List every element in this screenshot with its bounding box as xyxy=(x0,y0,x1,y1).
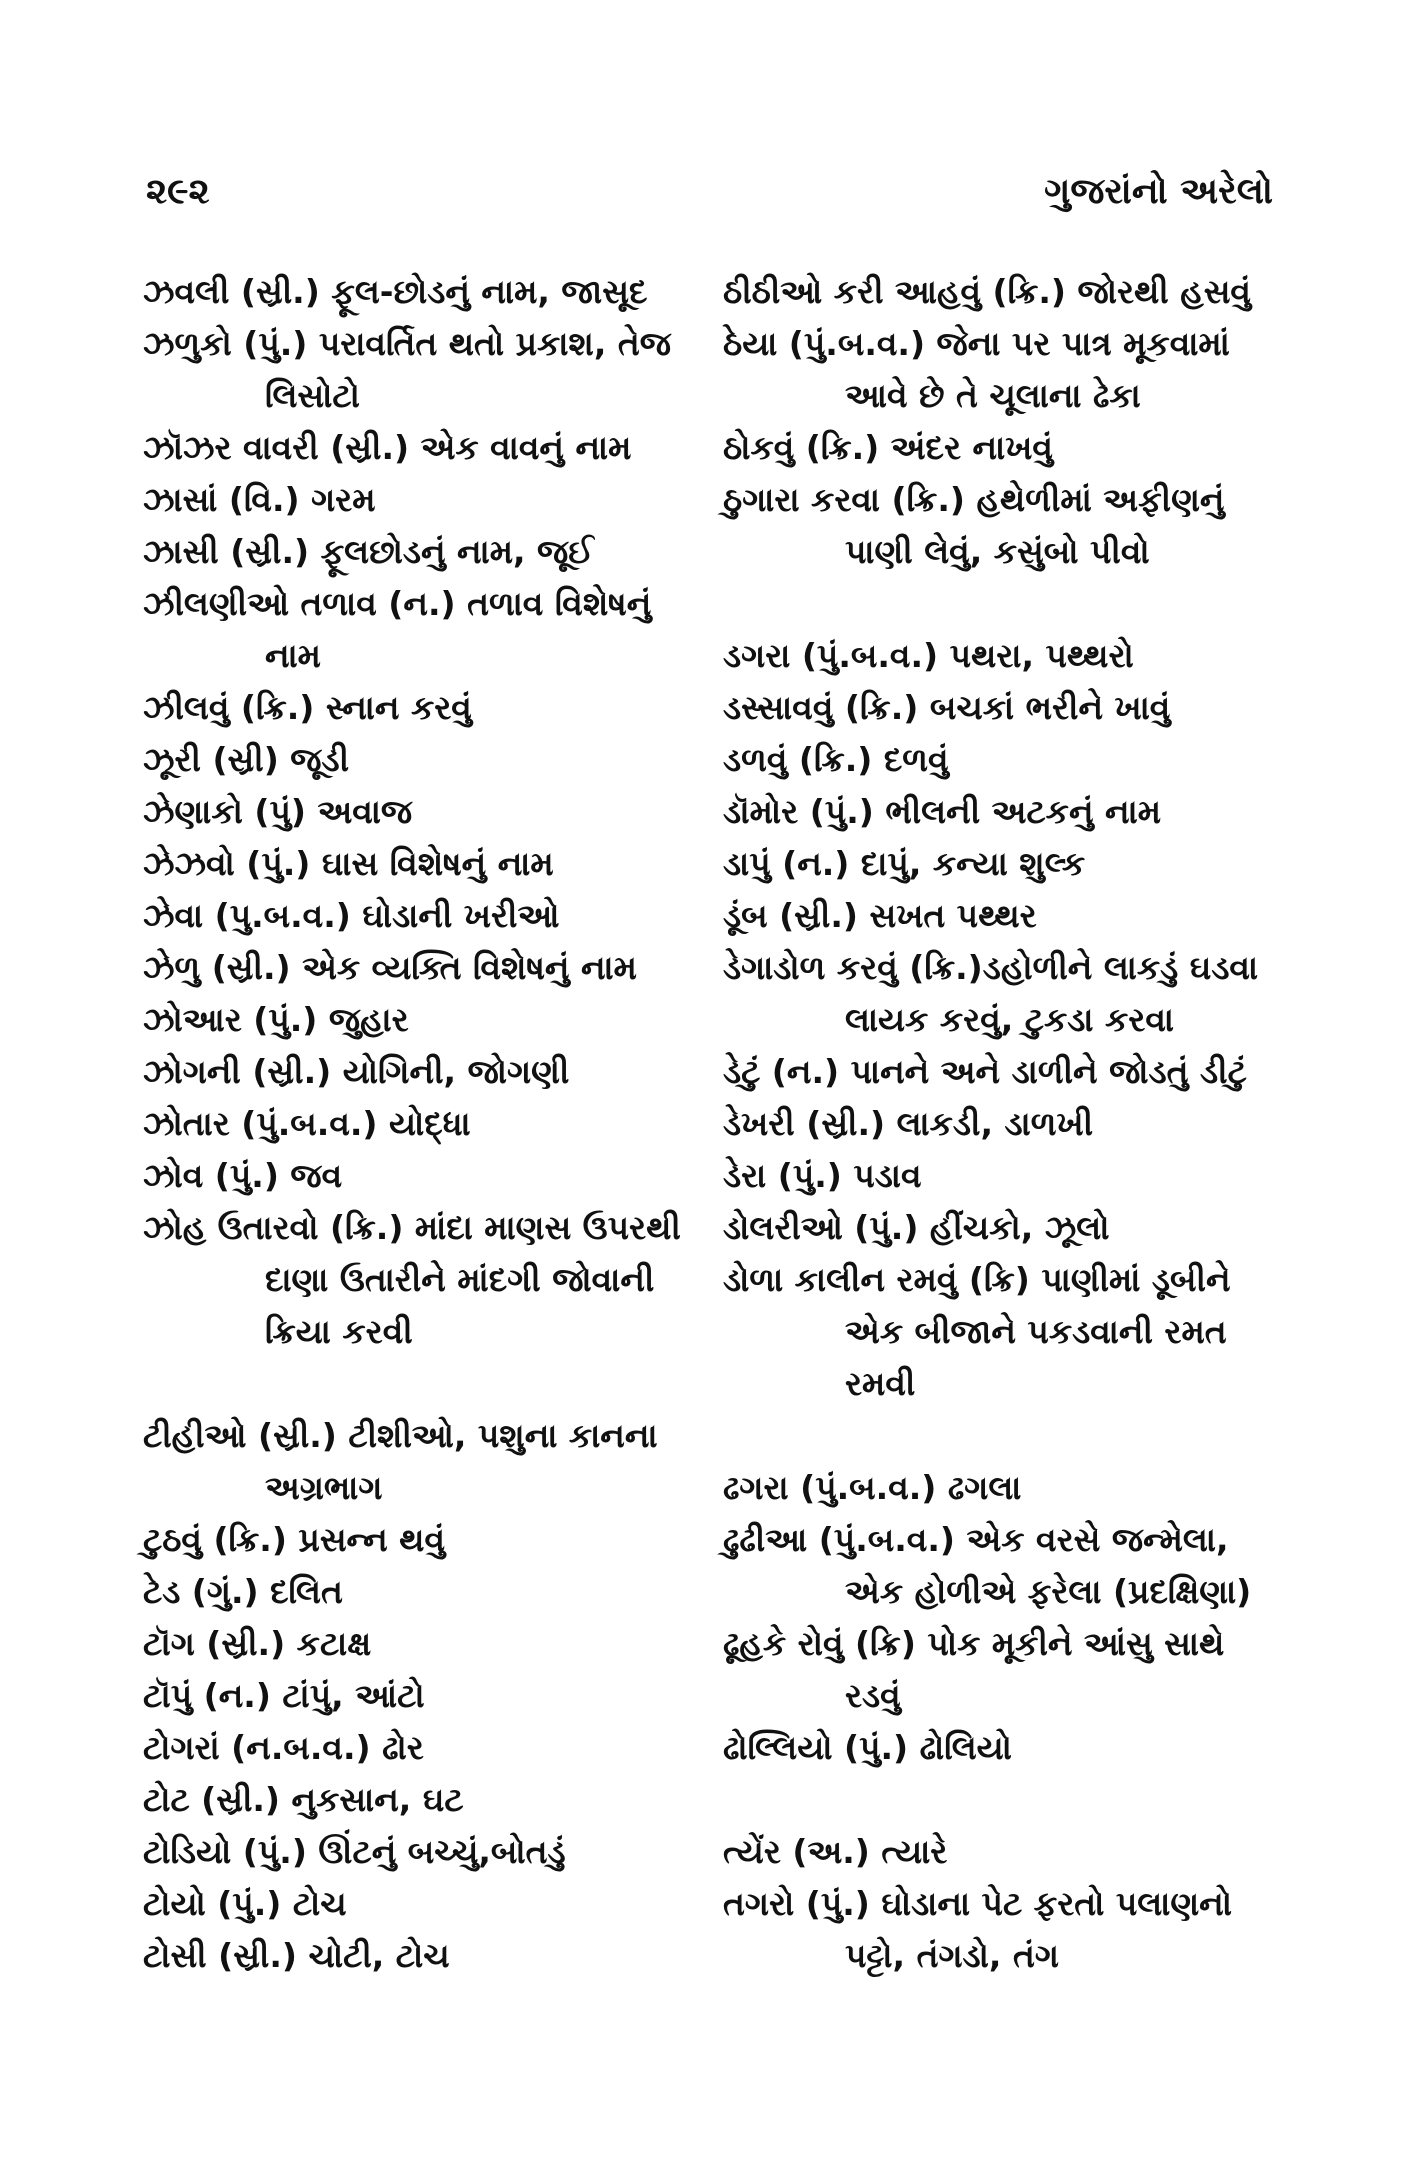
entry-continuation: પટ્ટો, તંગડો, તંગ xyxy=(845,1936,1059,1975)
dictionary-entry: તગરો (પું.) ઘોડાના પેટ ફરતો પલાણનો xyxy=(723,1884,1232,1923)
dictionary-entry: ટૉપું (ન.) ટાંપું, આંટો xyxy=(143,1676,425,1715)
entry-continuation: એક હોળીએ ફરેલા (પ્રદક્ષિણા) xyxy=(845,1572,1252,1611)
dictionary-entry: ટૉગ (સ્રી.) કટાક્ષ xyxy=(143,1624,372,1663)
dictionary-entry: ઠોકવું (ક્રિ.) અંદર નાખવું xyxy=(723,428,1053,467)
dictionary-entry: ઝાસાં (વિ.) ગરમ xyxy=(143,480,376,519)
entry-continuation: નામ xyxy=(265,636,321,675)
entry-continuation: આવે છે તે ચૂલાના ઢેકા xyxy=(845,376,1141,415)
dictionary-entry: ડોલરીઓ (પું.) હીંચકો, ઝૂલો xyxy=(723,1208,1110,1247)
dictionary-entry: ટેડ (ગું.) દલિત xyxy=(143,1572,343,1611)
dictionary-entry: ઢુઢીઆ (પું.બ.વ.) એક વરસે જન્મેલા, xyxy=(723,1520,1229,1559)
dictionary-entry: ઝોતાર (પું.બ.વ.) યોદ્ધા xyxy=(143,1104,471,1143)
dictionary-entry: ઝેઝવો (પું.) ઘાસ વિશેષનું નામ xyxy=(143,844,554,883)
running-title: ગુજરાંનો અરેલો xyxy=(1044,171,1273,212)
dictionary-entry: ઝેવા (પુ.બ.વ.) ઘોડાની ખરીઓ xyxy=(143,896,560,935)
dictionary-entry: ડળવું (ક્રિ.) દળવું xyxy=(723,740,949,779)
dictionary-entry: ઢોલ્લિયો (પું.) ઢોલિયો xyxy=(723,1728,1012,1767)
section-gap xyxy=(143,1358,703,1410)
entry-continuation: રડવું xyxy=(845,1676,901,1715)
dictionary-entry: ઢૂહકે રોવું (ક્રિ) પોક મૂકીને આંસુ સાથે xyxy=(723,1624,1225,1663)
section-gap xyxy=(723,1410,1283,1462)
entry-continuation: એક બીજાને પકડવાની રમત xyxy=(845,1312,1227,1351)
dictionary-entry: ઝોવ (પું.) જવ xyxy=(143,1156,343,1195)
dictionary-entry: ડાપું (ન.) દાપું, કન્યા શુલ્ક xyxy=(723,844,1086,883)
dictionary-entry: ઝીલણીઓ તળાવ (ન.) તળાવ વિશેષનું xyxy=(143,584,652,623)
dictionary-entry: ઝોગની (સ્રી.) યોગિની, જોગણી xyxy=(143,1052,570,1091)
dictionary-entry: ટોડિયો (પું.) ઊંટનું બચ્ચું,બોતડું xyxy=(143,1832,566,1871)
dictionary-entry: ડેખરી (સ્રી.) લાકડી, ડાળખી xyxy=(723,1104,1094,1143)
dictionary-entry: ડેરા (પું.) પડાવ xyxy=(723,1156,922,1195)
entry-continuation: પાણી લેવું, કસુંબો પીવો xyxy=(845,532,1150,571)
dictionary-entry: ટીહીઓ (સ્રી.) ટીશીઓ, પશુના કાનના xyxy=(143,1416,658,1455)
dictionary-entry: ઝૂરી (સ્રી) જૂડી xyxy=(143,740,350,779)
section-gap xyxy=(723,578,1283,630)
dictionary-entry: ડેગાડોળ કરવું (ક્રિ.)ડહોળીને લાકડું ઘડવા xyxy=(723,948,1259,987)
dictionary-entry: ડૉમોર (પું.) ભીલની અટકનું નામ xyxy=(723,792,1161,831)
dictionary-entry: ટોયો (પું.) ટોચ xyxy=(143,1884,347,1923)
dictionary-entry: ઝાસી (સ્રી.) ફૂલછોડનું નામ, જૂઈ xyxy=(143,532,594,571)
dictionary-entry: ઠુગારા કરવા (ક્રિ.) હથેળીમાં અફીણનું xyxy=(723,480,1225,519)
dictionary-entry: ઠેયા (પું.બ.વ.) જેના પર પાત્ર મૂકવામાં xyxy=(723,324,1230,363)
dictionary-entry: ઝૉઝર વાવરી (સ્રી.) એક વાવનું નામ xyxy=(143,428,632,467)
dictionary-entry: ટોગરાં (ન.બ.વ.) ઢોર xyxy=(143,1728,424,1767)
dictionary-entry: ટોસી (સ્રી.) ચોટી, ટોચ xyxy=(143,1936,450,1975)
page-number: ૨૯૨ xyxy=(146,171,210,212)
right-column xyxy=(723,266,1283,1982)
dictionary-entry: ઝવલી (સ્રી.) ફૂલ-છોડનું નામ, જાસૂદ xyxy=(143,272,648,311)
dictionary-entry: ઝળુકો (પું.) પરાવર્તિત થતો પ્રકાશ, તેજ xyxy=(143,324,671,363)
entry-continuation: ક્રિયા કરવી xyxy=(265,1312,413,1351)
dictionary-entry: ઝોઆર (પું.) જુહાર xyxy=(143,1000,409,1039)
dictionary-entry: ડસ્સાવવું (ક્રિ.) બચકાં ભરીને ખાવું xyxy=(723,688,1171,727)
dictionary-entry: ઝેળુ (સ્રી.) એક વ્યક્તિ વિશેષનું નામ xyxy=(143,948,637,987)
dictionary-entry: ત્યેંર (અ.) ત્યારે xyxy=(723,1832,948,1871)
dictionary-entry: ઝેણાકો (પું) અવાજ xyxy=(143,792,413,831)
entry-continuation: અગ્રભાગ xyxy=(265,1468,383,1507)
left-column xyxy=(143,266,703,1982)
entry-continuation: લિસોટો xyxy=(265,376,360,415)
dictionary-entry: ડોળા કાલીન રમવું (ક્રિ) પાણીમાં ડૂબીને xyxy=(723,1260,1231,1299)
dictionary-entry: ઝીલવું (ક્રિ.) સ્નાન કરવું xyxy=(143,688,472,727)
entry-continuation: રમવી xyxy=(845,1364,916,1403)
dictionary-entry: ઝોહ ઉતારવો (ક્રિ.) માંદા માણસ ઉપરથી xyxy=(143,1208,681,1247)
dictionary-entry: ઢગરા (પું.બ.વ.) ઢગલા xyxy=(723,1468,1022,1507)
dictionary-entry: ઠીઠીઓ કરી આહવું (ક્રિ.) જોરથી હસવું xyxy=(723,272,1251,311)
dictionary-entry: ડગરા (પું.બ.વ.) પથરા, પથ્થરો xyxy=(723,636,1134,675)
dictionary-entry: ડૂંબ (સ્રી.) સખત પથ્થર xyxy=(723,896,1037,935)
section-gap xyxy=(723,1774,1283,1826)
dictionary-entry: ટોટ (સ્રી.) નુકસાન, ઘટ xyxy=(143,1780,464,1819)
dictionary-entry: ટુઠવું (ક્રિ.) પ્રસન્ન થવું xyxy=(143,1520,446,1559)
dictionary-entry: ડેટું (ન.) પાનને અને ડાળીને જોડતું ડીટું xyxy=(723,1052,1247,1091)
entry-continuation: દાણા ઉતારીને માંદગી જોવાની xyxy=(265,1260,655,1299)
entry-continuation: લાયક કરવું, ટુકડા કરવા xyxy=(845,1000,1174,1039)
